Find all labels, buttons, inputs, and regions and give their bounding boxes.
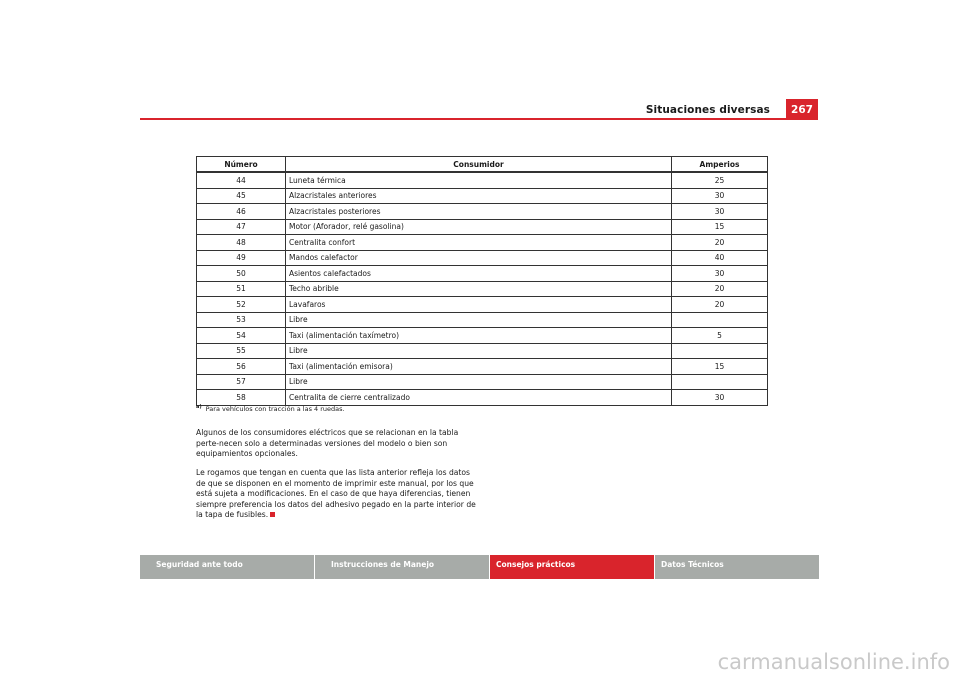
cell-consumer: Centralita de cierre centralizado bbox=[286, 390, 672, 406]
cell-consumer: Lavafaros bbox=[286, 297, 672, 313]
cell-amps: 20 bbox=[672, 297, 768, 313]
table-row bbox=[197, 297, 768, 313]
table-footnote bbox=[196, 404, 345, 413]
cell-number: 58 bbox=[197, 390, 286, 406]
cell-amps bbox=[672, 343, 768, 359]
cell-number: 44 bbox=[197, 172, 286, 188]
cell-number: 47 bbox=[197, 219, 286, 235]
table-row bbox=[197, 250, 768, 266]
cell-consumer: Taxi (alimentación emisora) bbox=[286, 359, 672, 375]
table-row bbox=[197, 359, 768, 375]
table-row bbox=[197, 281, 768, 297]
cell-amps: 20 bbox=[672, 235, 768, 251]
cell-consumer: Centralita confort bbox=[286, 235, 672, 251]
table-row bbox=[197, 204, 768, 220]
cell-consumer: Alzacristales anteriores bbox=[286, 188, 672, 204]
column-header-consumer: Consumidor bbox=[286, 157, 672, 173]
cell-number: 51 bbox=[197, 281, 286, 297]
info-paragraph-1 bbox=[196, 428, 476, 460]
cell-amps: 25 bbox=[672, 172, 768, 188]
table-row bbox=[197, 374, 768, 390]
cell-number: 46 bbox=[197, 204, 286, 220]
table-row bbox=[197, 328, 768, 344]
cell-amps bbox=[672, 374, 768, 390]
column-header-amps: Amperios bbox=[672, 157, 768, 173]
cell-amps: 40 bbox=[672, 250, 768, 266]
cell-consumer: Alzacristales posteriores bbox=[286, 204, 672, 220]
cell-consumer: Luneta térmica bbox=[286, 172, 672, 188]
header-divider bbox=[140, 118, 818, 120]
column-header-number: Número bbox=[197, 157, 286, 173]
cell-number: 52 bbox=[197, 297, 286, 313]
cell-amps bbox=[672, 312, 768, 328]
cell-consumer: Libre bbox=[286, 343, 672, 359]
cell-number: 56 bbox=[197, 359, 286, 375]
cell-number: 48 bbox=[197, 235, 286, 251]
nav-tab-consejos[interactable]: Consejos prácticos bbox=[490, 555, 654, 579]
table-row bbox=[197, 235, 768, 251]
cell-consumer: Libre bbox=[286, 312, 672, 328]
nav-tab-datos[interactable]: Datos Técnicos bbox=[655, 555, 819, 579]
cell-amps: 30 bbox=[672, 266, 768, 282]
paragraph-1-text: Algunos de los consumidores eléctricos que se relacionan en la tabla perte-necen solo a determinadas versiones del modelo o bien son equipamientos opcionales. bbox=[196, 428, 459, 459]
page-title: Situaciones diversas bbox=[645, 104, 770, 116]
cell-consumer: Mandos calefactor bbox=[286, 250, 672, 266]
cell-number: 49 bbox=[197, 250, 286, 266]
cell-number: 50 bbox=[197, 266, 286, 282]
nav-tab-instrucciones[interactable]: Instrucciones de Manejo bbox=[315, 555, 489, 579]
table-row bbox=[197, 188, 768, 204]
table-header-row bbox=[197, 157, 768, 173]
cell-number: 53 bbox=[197, 312, 286, 328]
cell-number: 45 bbox=[197, 188, 286, 204]
cell-amps: 30 bbox=[672, 188, 768, 204]
cell-number: 54 bbox=[197, 328, 286, 344]
table-body bbox=[197, 172, 768, 405]
chapter-nav bbox=[140, 555, 819, 579]
table-row bbox=[197, 172, 768, 188]
table-row bbox=[197, 390, 768, 406]
cell-number: 55 bbox=[197, 343, 286, 359]
fuse-table bbox=[196, 156, 768, 406]
cell-amps: 20 bbox=[672, 281, 768, 297]
cell-number: 57 bbox=[197, 374, 286, 390]
footnote-text: Para vehículos con tracción a las 4 ruedas. bbox=[205, 405, 345, 414]
cell-amps: 30 bbox=[672, 204, 768, 220]
watermark: carmanualsonline.info bbox=[717, 650, 950, 674]
cell-consumer: Taxi (alimentación taxímetro) bbox=[286, 328, 672, 344]
paragraph-2-text: Le rogamos que tengan en cuenta que las lista anterior refleja los datos de que se disponen en el momento de imprimir este manual, por los que está sujeta a modificaciones. En el caso de que haya diferencias, tienen siempre preferencia los datos del adhesivo pegado en la parte interior de la tapa de fusibles. bbox=[196, 468, 476, 520]
cell-amps: 15 bbox=[672, 359, 768, 375]
table-row bbox=[197, 312, 768, 328]
cell-amps: 5 bbox=[672, 328, 768, 344]
table-row bbox=[197, 343, 768, 359]
nav-tab-seguridad[interactable]: Seguridad ante todo bbox=[140, 555, 314, 579]
cell-consumer: Techo abrible bbox=[286, 281, 672, 297]
cell-consumer: Asientos calefactados bbox=[286, 266, 672, 282]
cell-consumer: Libre bbox=[286, 374, 672, 390]
footnote-marker: a) bbox=[196, 404, 202, 410]
section-end-marker bbox=[270, 512, 275, 517]
info-paragraph-2 bbox=[196, 468, 476, 521]
page-number-badge: 267 bbox=[786, 99, 818, 119]
table-row bbox=[197, 219, 768, 235]
table-row bbox=[197, 266, 768, 282]
cell-amps: 15 bbox=[672, 219, 768, 235]
cell-consumer: Motor (Aforador, relé gasolina) bbox=[286, 219, 672, 235]
cell-amps: 30 bbox=[672, 390, 768, 406]
